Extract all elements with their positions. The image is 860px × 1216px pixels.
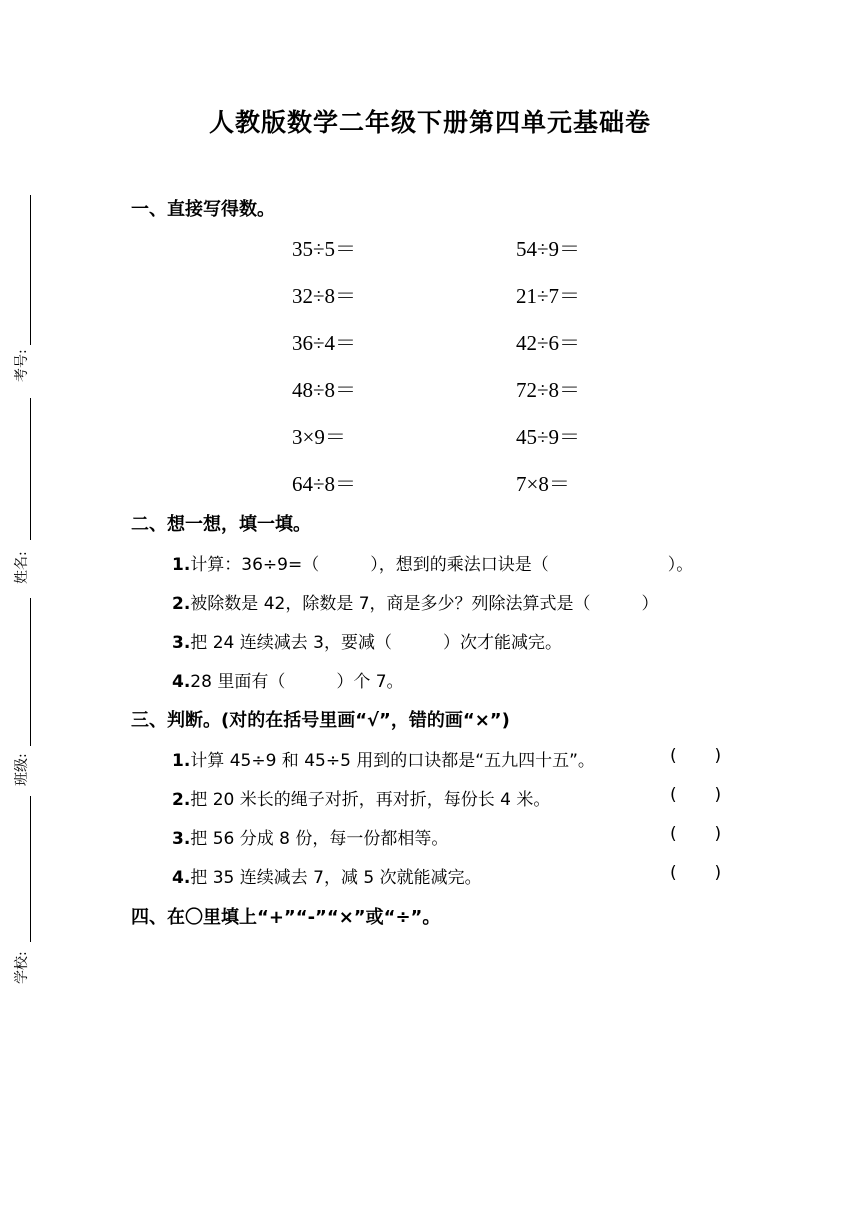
calc-right-2: 21÷7＝: [516, 284, 581, 308]
exam-no-label: 考号:: [14, 349, 30, 382]
class-label: 班级:: [14, 753, 30, 786]
question-number: 2.: [172, 790, 191, 810]
binding-line-3: [30, 598, 31, 746]
judge-question-2: [172, 785, 550, 810]
question-text: 把 35 连续减去 7，减 5 次就能减完。: [190, 868, 482, 888]
calc-left-5: 3×9＝: [292, 425, 346, 449]
school-label: 学校:: [14, 951, 30, 984]
section-4-heading: 四、在〇里填上“+”“-”“×”或“÷”。: [131, 907, 441, 928]
fill-question-4: [172, 667, 404, 692]
fill-question-1: [172, 550, 693, 575]
binding-line-1: [30, 195, 31, 345]
calc-right-1: 54÷9＝: [516, 237, 581, 261]
section-1-heading: 一、直接写得数。: [131, 199, 275, 220]
binding-line-2: [30, 398, 31, 540]
judge-question-4: [172, 863, 482, 888]
calc-right-4: 72÷8＝: [516, 378, 581, 402]
question-text: 把 56 分成 8 份，每一份都相等。: [190, 829, 449, 849]
answer-parentheses-1: ( ): [670, 746, 722, 766]
question-text: 28 里面有（ ）个 7。: [190, 672, 404, 692]
answer-parentheses-2: ( ): [670, 785, 722, 805]
question-number: 4.: [172, 672, 191, 692]
question-number: 3.: [172, 633, 191, 653]
section-3-heading: 三、判断。(对的在括号里画“√”，错的画“×”): [131, 710, 510, 731]
question-text: 计算 45÷9 和 45÷5 用到的口诀都是“五九四十五”。: [190, 751, 595, 771]
calc-right-6: 7×8＝: [516, 472, 570, 496]
calc-left-2: 32÷8＝: [292, 284, 357, 308]
question-number: 2.: [172, 594, 191, 614]
calc-right-5: 45÷9＝: [516, 425, 581, 449]
calc-left-6: 64÷8＝: [292, 472, 357, 496]
calc-left-4: 48÷8＝: [292, 378, 357, 402]
question-number: 1.: [172, 555, 191, 575]
calc-right-3: 42÷6＝: [516, 331, 581, 355]
answer-parentheses-3: ( ): [670, 824, 722, 844]
answer-parentheses-4: ( ): [670, 863, 722, 883]
question-number: 1.: [172, 751, 191, 771]
fill-question-2: [172, 589, 659, 614]
question-text: 把 20 米长的绳子对折，再对折，每份长 4 米。: [190, 790, 551, 810]
question-number: 3.: [172, 829, 191, 849]
judge-question-3: [172, 824, 448, 849]
question-text: 被除数是 42，除数是 7，商是多少？列除法算式是（ ）: [190, 594, 659, 614]
judge-question-1: [172, 746, 595, 771]
calc-left-3: 36÷4＝: [292, 331, 357, 355]
section-2-heading: 二、想一想，填一填。: [131, 514, 311, 535]
question-number: 4.: [172, 868, 191, 888]
page-title: 人教版数学二年级下册第四单元基础卷: [208, 108, 651, 137]
calc-left-1: 35÷5＝: [292, 237, 357, 261]
question-text: 计算：36÷9=（ ），想到的乘法口诀是（ ）。: [190, 555, 694, 575]
binding-line-4: [30, 796, 31, 942]
name-label: 姓名:: [14, 551, 30, 584]
question-text: 把 24 连续减去 3，要减（ ）次才能减完。: [190, 633, 562, 653]
fill-question-3: [172, 628, 562, 653]
